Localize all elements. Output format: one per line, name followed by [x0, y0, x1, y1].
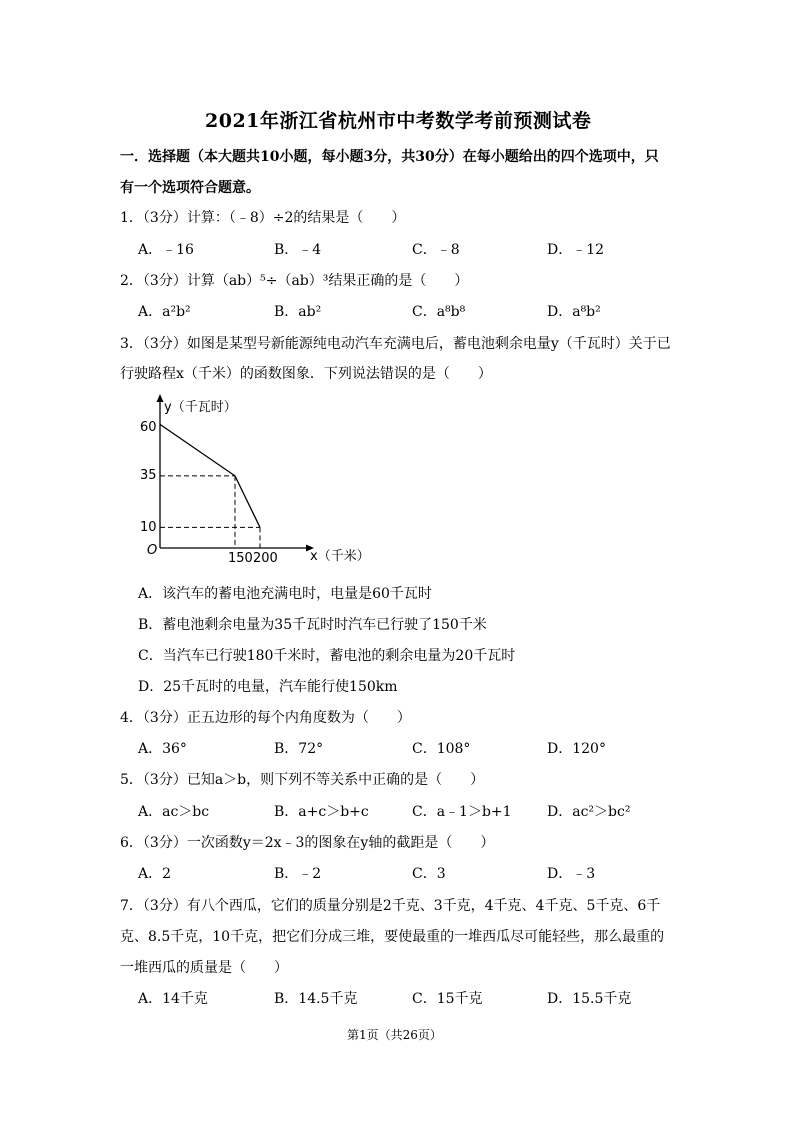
q1-option-c: C．﹣8 — [412, 242, 460, 258]
q2-option-c: C．a⁸b⁸ — [412, 304, 466, 320]
q6-option-c: C．3 — [412, 866, 446, 882]
q4-option-a: A．36° — [138, 741, 187, 757]
y-tick-10: 10 — [140, 520, 157, 535]
x-axis-label: x（千米） — [310, 549, 370, 564]
page-footer: 第1页（共26页） — [347, 1028, 442, 1042]
section-heading-line-2: 有一个选项符合题意。 — [120, 180, 260, 196]
q5-option-a: A．ac＞bc — [138, 804, 210, 820]
q5-option-c: C．a﹣1＞b+1 — [412, 804, 512, 820]
q3-option-b: B．蓄电池剩余电量为35千瓦时时汽车已行驶了150千米 — [138, 617, 487, 633]
origin-label: O — [147, 543, 158, 558]
y-axis-label: y（千瓦时） — [164, 400, 237, 415]
q6-option-b: B．﹣2 — [274, 866, 322, 882]
q4-option-d: D．120° — [547, 741, 606, 757]
q5-option-b: B．a+c＞b+c — [274, 804, 369, 820]
page-title: 2021年浙江省杭州市中考数学考前预测试卷 — [205, 110, 592, 132]
question-4: 4．（3分）正五边形的每个内角度数为（ ） — [120, 710, 411, 726]
q4-option-c: C．108° — [412, 741, 471, 757]
q7-option-d: D．15.5千克 — [547, 991, 632, 1007]
question-2: 2．（3分）计算（ab）⁵÷（ab）³结果正确的是（ ） — [120, 273, 469, 289]
q4-option-b: B．72° — [274, 741, 324, 757]
q1-option-a: A．﹣16 — [138, 242, 194, 258]
q5-option-d: D．ac²＞bc² — [547, 804, 631, 820]
question-5: 5．（3分）已知a＞b，则下列不等关系中正确的是（ ） — [120, 772, 485, 788]
section-heading-line-1: 一．选择题（本大题共10小题，每小题3分，共30分）在每小题给出的四个选项中，只 — [120, 149, 659, 165]
question-3-line-1: 3．（3分）如图是某型号新能源纯电动汽车充满电后，蓄电池剩余电量y（千瓦时）关于已 — [120, 336, 671, 352]
q7-option-c: C．15千克 — [412, 991, 483, 1007]
q7-option-a: A．14千克 — [138, 991, 208, 1007]
x-tick-200: 200 — [253, 551, 278, 566]
q2-option-b: B．ab² — [274, 304, 322, 320]
y-axis-arrow — [157, 394, 164, 402]
question-7-line-2: 克、8.5千克，10千克，把它们分成三堆，要使最重的一堆西瓜尽可能轻些，那么最重的 — [120, 929, 665, 945]
x-tick-150: 150 — [228, 551, 253, 566]
question-7-line-3: 一堆西瓜的质量是（ ） — [120, 960, 288, 976]
q6-option-a: A．2 — [138, 866, 172, 882]
function-graph — [128, 388, 378, 568]
q6-option-d: D．﹣3 — [547, 866, 596, 882]
q3-option-d: D．25千瓦时的电量，汽车能行使150km — [138, 679, 398, 695]
q3-option-c: C．当汽车已行驶180千米时，蓄电池的剩余电量为20千瓦时 — [138, 648, 516, 664]
question-1: 1．（3分）计算：（﹣8）÷2的结果是（ ） — [120, 210, 406, 226]
y-tick-60: 60 — [140, 420, 157, 435]
q1-option-b: B．﹣4 — [274, 242, 322, 258]
q3-option-a: A．该汽车的蓄电池充满电时，电量是60千瓦时 — [138, 586, 432, 602]
question-7-line-1: 7．（3分）有八个西瓜，它们的质量分别是2千克、3千克，4千克、4千克、5千克、6千 — [120, 898, 661, 914]
q2-option-d: D．a⁸b² — [547, 304, 601, 320]
q1-option-d: D．﹣12 — [547, 242, 605, 258]
question-6: 6．（3分）一次函数y＝2x﹣3的图象在y轴的截距是（ ） — [120, 835, 495, 851]
y-tick-35: 35 — [140, 468, 157, 483]
question-3-line-2: 行驶路程x（千米）的函数图象．下列说法错误的是（ ） — [120, 366, 492, 382]
q2-option-a: A．a²b² — [138, 304, 191, 320]
q7-option-b: B．14.5千克 — [274, 991, 358, 1007]
